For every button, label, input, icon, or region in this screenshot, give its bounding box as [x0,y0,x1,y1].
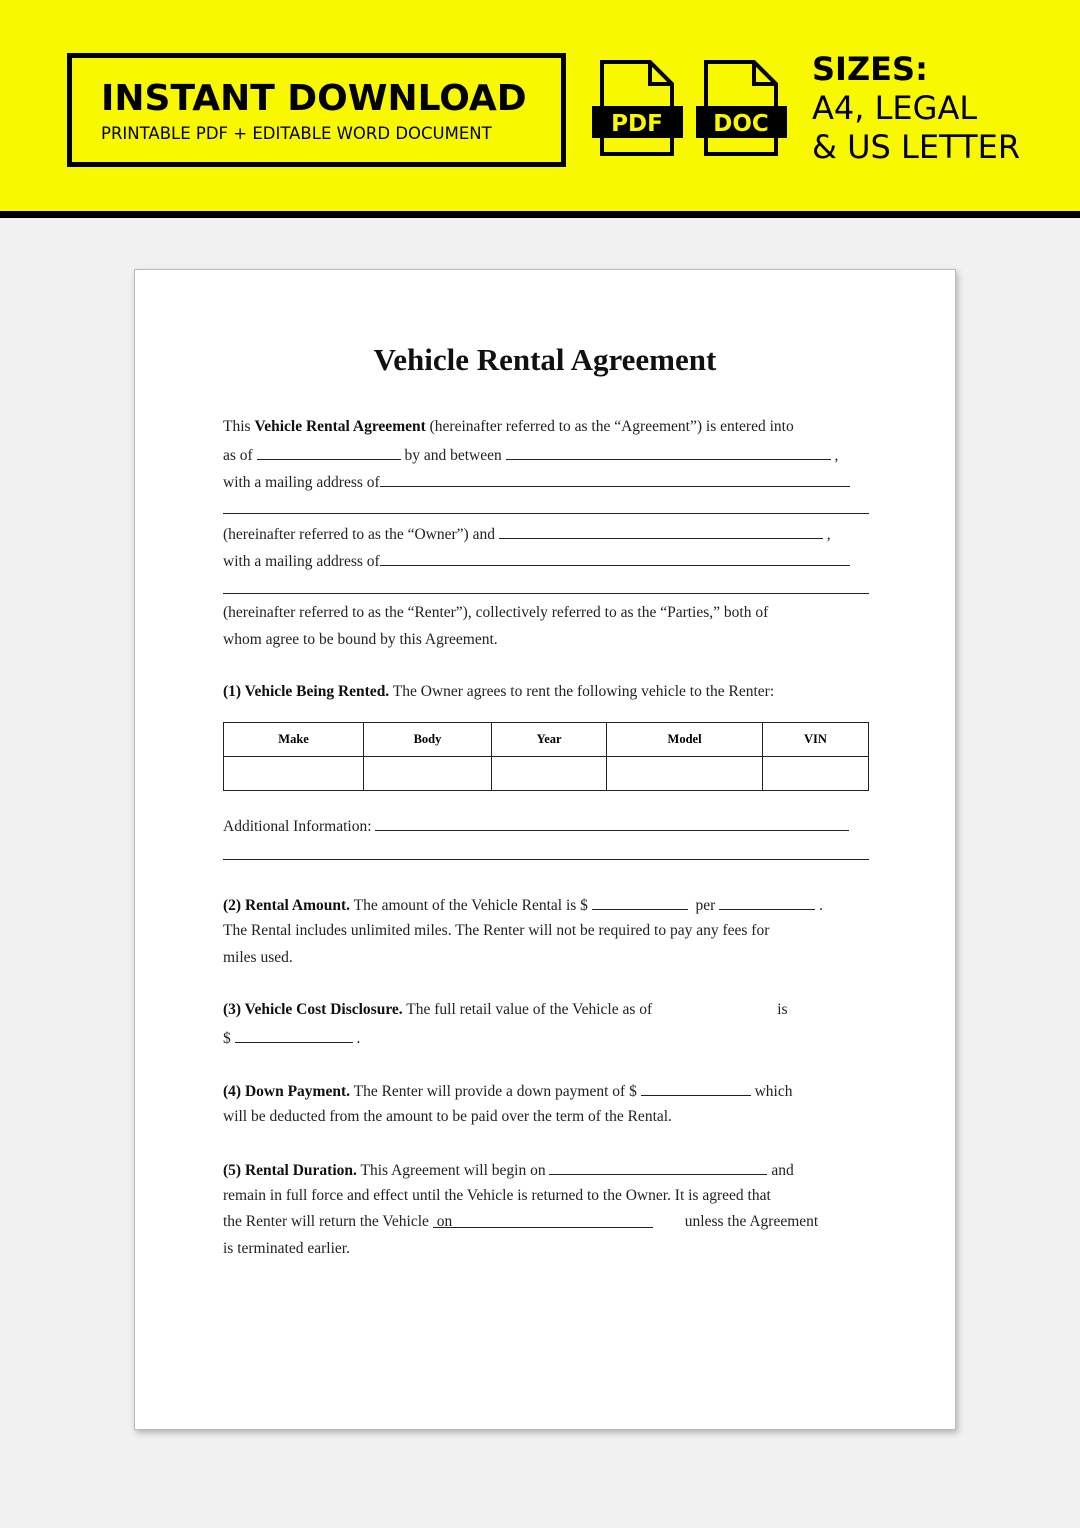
start-date-blank[interactable] [549,1160,767,1175]
section-5-line-4: is terminated earlier. [223,1240,350,1257]
additional-info-line: Additional Information: [223,816,849,836]
body-cell[interactable] [364,757,492,791]
sizes-line1: A4, LEGAL [812,89,978,127]
section-2-line-1: (2) Rental Amount. The amount of the Vehicle Rental is $ per . [223,897,823,914]
intro-line-8: (hereinafter referred to as the “Renter”), collectively referred to as the “Parties,” both of [223,604,769,621]
rental-amount-blank[interactable] [592,895,688,910]
table-header-row [224,723,869,757]
intro-line-1: This Vehicle Rental Agreement (hereinafter referred to as the “Agreement”) is entered into [223,418,794,435]
renter-name-blank[interactable] [499,524,823,539]
col-body: Body [364,723,492,757]
model-cell[interactable] [607,757,762,791]
retail-value-blank[interactable] [235,1028,353,1043]
pdf-file-icon [592,60,672,156]
renter-address-blank[interactable] [380,551,850,566]
return-date-blank[interactable]: on [433,1213,653,1228]
sizes-info [812,50,1020,167]
owner-name-blank[interactable] [506,445,831,460]
sizes-line2: & US LETTER [812,128,1021,166]
section-1-heading: (1) Vehicle Being Rented. The Owner agrees to rent the following vehicle to the Renter: [223,683,775,700]
section-5-line-1: (5) Rental Duration. This Agreement will begin on and [223,1162,794,1179]
year-cell[interactable] [491,757,606,791]
section-3-line-2: $ . [223,1030,361,1047]
col-year: Year [491,723,606,757]
col-make: Make [224,723,364,757]
date-blank[interactable] [257,445,401,460]
vin-cell[interactable] [762,757,868,791]
owner-address-blank[interactable] [380,472,850,487]
promo-banner [0,0,1080,218]
section-3-line-1: (3) Vehicle Cost Disclosure. The full retail value of the Vehicle as of is [223,1001,788,1018]
section-2-line-3: miles used. [223,949,293,966]
section-5-line-2: remain in full force and effect until the Vehicle is returned to the Owner. It is agreed that [223,1187,771,1204]
table-row [224,757,869,791]
document-page [134,269,956,1430]
subline: PRINTABLE PDF + EDITABLE WORD DOCUMENT [101,124,492,143]
intro-line-2: as of by and between , [223,447,839,464]
headline: INSTANT DOWNLOAD [101,78,527,119]
pdf-label: PDF [611,111,663,137]
intro-line-5: (hereinafter referred to as the “Owner”) and , [223,526,831,543]
intro-line-6: with a mailing address of [223,551,850,571]
down-payment-blank[interactable] [641,1081,751,1096]
col-vin: VIN [762,723,868,757]
section-5-line-3: the Renter will return the Vehicle on unless the Agreement [223,1213,819,1230]
doc-label: DOC [713,111,769,137]
vehicle-table [223,722,869,791]
instant-download-box [67,53,566,167]
owner-address-blank-2[interactable] [223,513,869,514]
sizes-label: SIZES: [812,50,928,88]
intro-line-3: with a mailing address of [223,472,850,492]
section-2-line-2: The Rental includes unlimited miles. The Renter will not be required to pay any fees for [223,922,770,939]
make-cell[interactable] [224,757,364,791]
section-4-line-2: will be deducted from the amount to be paid over the term of the Rental. [223,1108,672,1125]
additional-info-blank[interactable] [375,816,849,831]
col-model: Model [607,723,762,757]
section-4-line-1: (4) Down Payment. The Renter will provide a down payment of $ which [223,1083,793,1100]
rental-period-blank[interactable] [719,895,815,910]
intro-line-9: whom agree to be bound by this Agreement. [223,631,498,648]
doc-file-icon [696,60,776,156]
additional-info-blank-2[interactable] [223,859,869,860]
renter-address-blank-2[interactable] [223,593,869,594]
document-title: Vehicle Rental Agreement [373,342,717,377]
